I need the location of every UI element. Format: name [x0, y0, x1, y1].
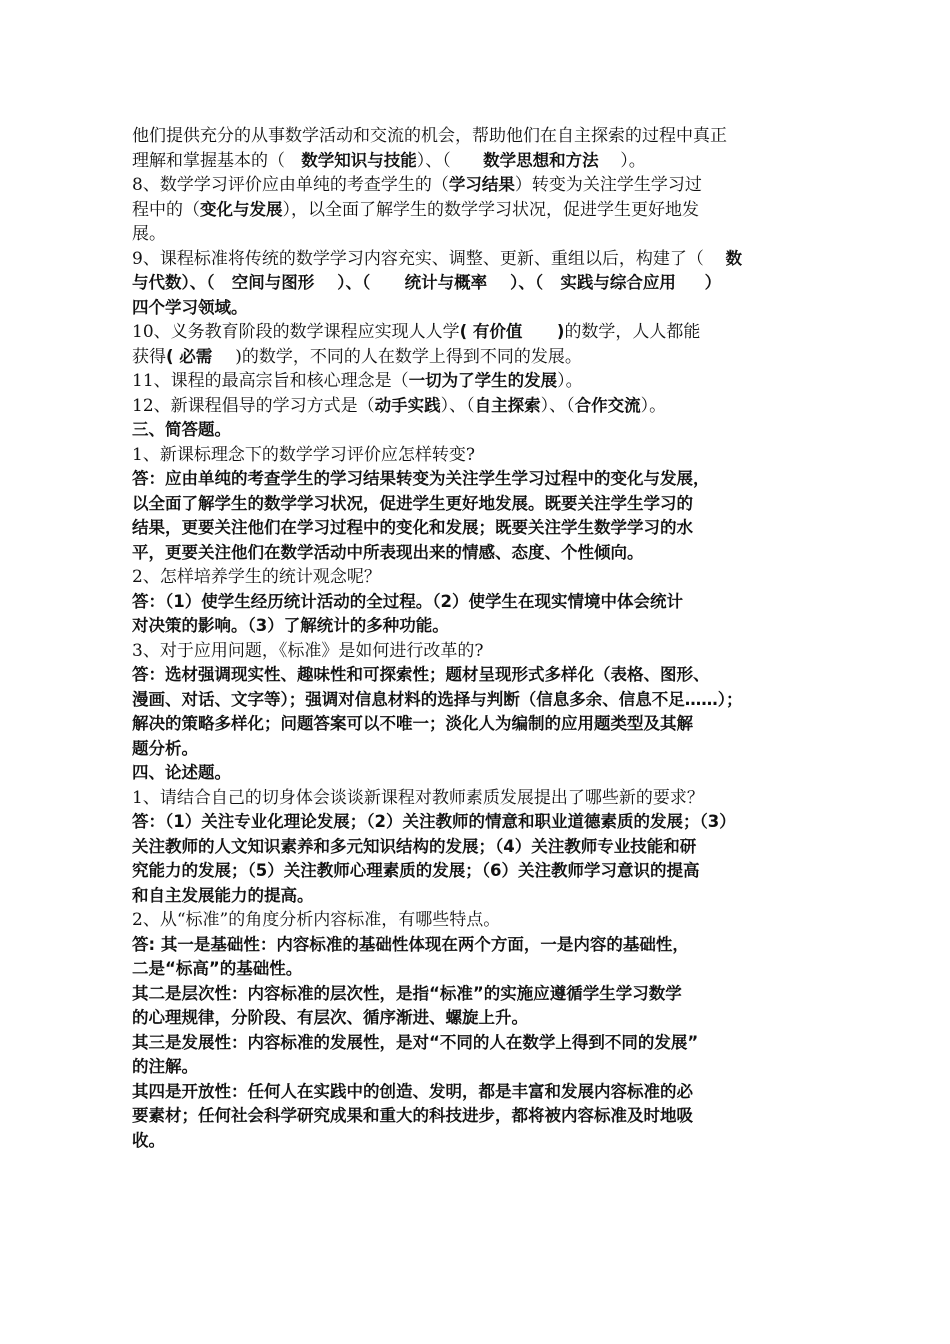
- bold-text-segment: 四、论述题。: [132, 763, 231, 782]
- bold-text-segment: 动手实践: [374, 395, 441, 415]
- text-line: [132, 198, 822, 223]
- bold-text-segment: 对决策的影响。（3）了解统计的多种功能。: [132, 616, 449, 635]
- text-segment: 2、从“标准”的角度分析内容标准，有哪些特点。: [132, 910, 501, 930]
- text-line: [132, 467, 822, 492]
- text-line: [132, 149, 822, 174]
- bold-text-segment: 答: 其一是基础性：内容标准的基础性体现在两个方面，一是内容的基础性，: [132, 934, 689, 954]
- text-segment: 8、数学学习评价应由单纯的考查学生的（: [132, 175, 449, 195]
- text-line: [132, 933, 822, 958]
- bold-text-segment: 要素材；任何社会科学研究成果和重大的科技进步，都将被内容标准及时地吸: [132, 1106, 693, 1125]
- bold-text-segment: 答：应由单纯的考查学生的学习结果转变为关注学生学习过程中的变化与发展，: [132, 469, 710, 488]
- text-segment: 3、对于应用问题，《标准》是如何进行改革的?: [132, 640, 484, 661]
- bold-text-segment: 究能力的发展；（5）关注教师心理素质的发展；（6）关注教师学习意识的提高: [132, 861, 700, 880]
- text-segment: 他们提供充分的从事数学活动和交流的机会，帮助他们在自主探索的过程中真正: [132, 126, 727, 146]
- text-segment: ）、（: [440, 395, 475, 416]
- bold-text-segment: 其三是发展性：内容标准的发展性，是对“不同的人在数学上得到不同的发展”: [132, 1032, 699, 1052]
- text-segment: 1、新课标理念下的数学学习评价应怎样转变?: [132, 444, 475, 465]
- text-segment: 获得: [132, 346, 166, 367]
- text-line: [132, 810, 822, 835]
- bold-text-segment: 答：选材强调现实性、趣味性和可探索性；题材呈现形式多样化（表格、图形、: [132, 665, 710, 684]
- bold-text-segment: 与代数）、（ 空间与图形 ）、（ 统计与概率 ）、（ 实践与综合应用 ）: [132, 273, 722, 292]
- text-line: [132, 688, 822, 713]
- text-line: [132, 394, 822, 419]
- bold-text-segment: 的注解。: [132, 1057, 198, 1076]
- bold-text-segment: 题分析。: [132, 738, 198, 758]
- bold-text-segment: ( 有价值 ): [459, 322, 565, 341]
- text-line: [132, 835, 822, 860]
- text-line: [132, 786, 822, 811]
- bold-text-segment: 四个学习领域。: [132, 297, 248, 317]
- text-line: [132, 1104, 822, 1129]
- bold-text-segment: 解决的策略多样化；问题答案可以不唯一；淡化人为编制的应用题类型及其解: [132, 714, 693, 733]
- bold-text-segment: 三、简答题。: [132, 420, 231, 439]
- text-segment: 程中的（: [132, 199, 200, 220]
- text-line: [132, 1080, 822, 1105]
- text-segment: 的数学，人人都能: [564, 322, 701, 342]
- bold-text-segment: 和自主发展能力的提高。: [132, 885, 314, 905]
- bold-text-segment: 答：（1）关注专业化理论发展；（2）关注教师的情意和职业道德素质的发展；（3）: [132, 812, 736, 831]
- text-line: [132, 124, 822, 149]
- text-line: [132, 222, 822, 247]
- text-line: [132, 443, 822, 468]
- text-segment: 9、课程标准将传统的数学学习内容充实、调整、更新、重组以后，构建了（: [132, 248, 726, 269]
- text-line: [132, 663, 822, 688]
- text-segment: ）转变为关注学生学习过: [514, 175, 702, 195]
- text-line: [132, 639, 822, 664]
- bold-text-segment: 二是“标高”的基础性。: [132, 959, 303, 978]
- text-line: [132, 1055, 822, 1080]
- text-segment: 理解和掌握基本的（: [132, 150, 302, 171]
- bold-text-segment: 平，更要关注他们在数学活动中所表现出来的情感、态度、个性倾向。: [132, 542, 644, 562]
- text-line: [132, 492, 822, 517]
- text-line: [132, 859, 822, 884]
- text-line: [132, 369, 822, 394]
- text-segment: )的数学，不同的人在数学上得到不同的发展。: [235, 346, 582, 367]
- text-segment: 10、义务教育阶段的数学课程应实现人人学: [132, 322, 460, 342]
- text-segment: ）、（: [540, 395, 575, 416]
- bold-text-segment: 收。: [132, 1130, 165, 1150]
- bold-text-segment: 的心理规律，分阶段、有层次、循序渐进、螺旋上升。: [132, 1008, 528, 1027]
- bold-text-segment: 其四是开放性：任何人在实践中的创造、发明，都是丰富和发展内容标准的必: [132, 1081, 693, 1101]
- bold-text-segment: 结果，更要关注他们在学习过程中的变化和发展；既要关注学生数学学习的水: [132, 518, 693, 537]
- document-body: [132, 124, 822, 1153]
- text-line: [132, 418, 822, 443]
- text-line: [132, 320, 822, 345]
- bold-text-segment: 其二是层次性：内容标准的层次性，是指“标准”的实施应遵循学生学习数学: [132, 983, 682, 1003]
- text-line: [132, 345, 822, 370]
- bold-text-segment: 学习结果: [448, 175, 515, 194]
- text-line: [132, 271, 822, 296]
- text-line: [132, 737, 822, 762]
- bold-text-segment: 数学知识与技能: [301, 150, 417, 170]
- text-segment: 展。: [132, 224, 166, 244]
- text-line: [132, 982, 822, 1007]
- text-line: [132, 296, 822, 321]
- text-line: [132, 614, 822, 639]
- text-line: [132, 541, 822, 566]
- bold-text-segment: 数学思想和方法: [483, 150, 599, 170]
- text-segment: 11、课程的最高宗旨和核心理念是（: [132, 371, 409, 391]
- text-segment: 12、新课程倡导的学习方式是（: [132, 395, 375, 416]
- bold-text-segment: 自主探索: [474, 395, 541, 415]
- bold-text-segment: 数: [725, 248, 742, 268]
- text-segment: ）。: [598, 150, 646, 171]
- text-line: [132, 1006, 822, 1031]
- text-line: [132, 173, 822, 198]
- bold-text-segment: 漫画、对话、文字等）；强调对信息材料的选择与判断（信息多余、信息不足……）；: [132, 689, 743, 709]
- text-line: [132, 1129, 822, 1154]
- text-segment: ）。: [557, 371, 583, 391]
- text-line: [132, 1031, 822, 1056]
- bold-text-segment: ( 必需: [166, 346, 236, 366]
- text-segment: ）、（: [416, 150, 484, 171]
- text-line: [132, 957, 822, 982]
- bold-text-segment: 变化与发展: [200, 199, 283, 219]
- text-segment: ）。: [640, 395, 667, 416]
- text-segment: 2、怎样培养学生的统计观念呢？: [132, 567, 381, 587]
- bold-text-segment: 合作交流: [574, 395, 641, 415]
- text-line: [132, 712, 822, 737]
- bold-text-segment: 以全面了解学生的数学学习状况，促进学生更好地发展。既要关注学生学习的: [132, 493, 693, 513]
- bold-text-segment: 关注教师的人文知识素养和多元知识结构的发展；（4）关注教师专业技能和研: [132, 836, 697, 856]
- text-line: [132, 247, 822, 272]
- text-line: [132, 761, 822, 786]
- text-segment: ），以全面了解学生的数学学习状况，促进学生更好地发: [282, 199, 699, 220]
- text-line: [132, 565, 822, 590]
- text-line: [132, 516, 822, 541]
- text-line: [132, 590, 822, 615]
- bold-text-segment: 一切为了学生的发展: [408, 371, 558, 390]
- text-segment: 1、请结合自己的切身体会谈谈新课程对教师素质发展提出了哪些新的要求？: [132, 787, 704, 808]
- text-line: [132, 908, 822, 933]
- bold-text-segment: 答：（1）使学生经历统计活动的全过程。（2）使学生在现实情境中体会统计: [132, 591, 683, 611]
- text-line: [132, 884, 822, 909]
